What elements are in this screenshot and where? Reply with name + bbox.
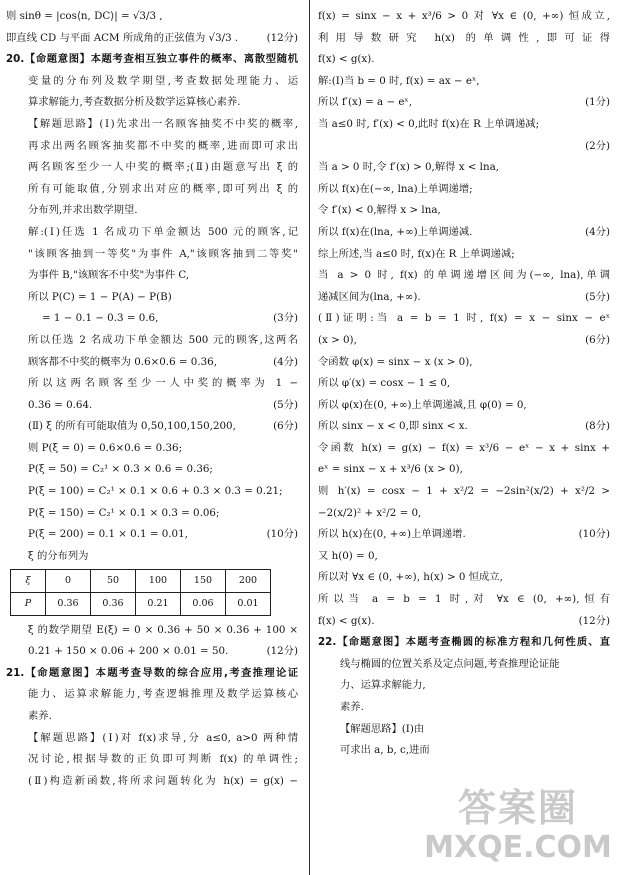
table-cell: 0	[46, 570, 91, 593]
text-line	[318, 287, 610, 309]
text-line	[318, 222, 610, 244]
text-line	[318, 654, 610, 676]
line-text: 所以 f(x)在(lna, +∞)上单调递减.	[318, 225, 473, 238]
line-text: 算求解能力,考查数据分析及数学运算核心素养.	[28, 96, 241, 109]
text-line	[6, 728, 298, 750]
text-line	[6, 244, 298, 266]
line-text: 分布列,并求出数学期望.	[28, 204, 138, 217]
line-text: 当 a > 0 时, f(x) 的单调递增区间为(−∞, lna),单调	[318, 269, 610, 282]
table-cell: 0.36	[46, 593, 91, 616]
text-line	[6, 179, 298, 201]
text-line	[318, 416, 610, 438]
line-text: 所以 h(x)在(0, +∞)上单调递增.	[318, 528, 466, 541]
text-line	[6, 352, 298, 374]
line-text: 素养.	[340, 701, 364, 713]
line-text: "该顾客抽到一等奖"为事件 A,"该顾客抽到二等奖"	[28, 247, 298, 260]
line-text: 递减区间为(lna, +∞).	[318, 290, 421, 303]
table-row	[11, 593, 271, 616]
line-text: (x > 0),	[318, 333, 357, 346]
text-line	[6, 416, 298, 438]
text-line	[318, 675, 610, 697]
text-line	[318, 438, 610, 460]
text-line	[6, 459, 298, 481]
score-mark: (2分)	[585, 139, 610, 152]
line-text: 20.【命题意图】本题考查相互独立事件的概率、离散型随机	[6, 53, 298, 66]
text-line	[6, 222, 298, 244]
table-cell: P	[11, 593, 46, 616]
column-divider	[309, 0, 310, 875]
text-line	[6, 6, 298, 28]
text-line	[6, 114, 298, 136]
score-mark: (3分)	[273, 312, 298, 325]
score-mark: (12分)	[266, 645, 298, 658]
text-line	[6, 265, 298, 287]
line-text: = 1 − 0.1 − 0.3 = 0.6,	[42, 312, 159, 325]
line-text: 0.21 + 150 × 0.06 + 200 × 0.01 = 50.	[28, 645, 229, 658]
score-mark: (10分)	[578, 528, 610, 541]
line-text: 所以 sinx − x < 0,即 sinx < x.	[318, 420, 468, 433]
watermark-cn: 答案圈	[457, 786, 578, 830]
text-line	[318, 114, 610, 136]
line-text: P(ξ = 100) = C₂¹ × 0.1 × 0.6 + 0.3 × 0.3 = 0.21;	[28, 485, 283, 498]
score-mark: (4分)	[273, 355, 298, 368]
watermark-en: MXQE.COM	[424, 830, 612, 865]
line-text: 再求出两名顾客抽奖都不中奖的概率,进而即可求出	[28, 139, 298, 152]
line-text: 所以 φ′(x) = cosx − 1 ≤ 0,	[318, 377, 451, 390]
line-text: 又 h(0) = 0,	[318, 549, 378, 562]
line-text: 所有可能取值,分别求出对应的概率,即可列出 ξ 的	[28, 182, 298, 195]
text-line	[6, 157, 298, 179]
line-text: 21.【命题意图】本题考查导数的综合应用,考查推理论证	[6, 666, 298, 679]
score-mark: (12分)	[578, 614, 610, 627]
line-text: 令函数 h(x) = g(x) − f(x) = x³/6 − eˣ − x + sinx +	[318, 441, 610, 454]
line-text: 变量的分布列及数学期望,考查数据处理能力、运	[28, 74, 298, 87]
text-line	[318, 330, 610, 352]
table-cell: 150	[181, 570, 226, 593]
line-text: eˣ = sinx − x + x³/6 (x > 0),	[318, 463, 463, 476]
text-line	[318, 611, 610, 633]
table-cell: 0.01	[226, 593, 271, 616]
text-line	[318, 136, 610, 158]
line-text: 可求出 a, b, c,进而	[340, 744, 430, 757]
table-cell: 50	[91, 570, 136, 593]
table-cell: 0.06	[181, 593, 226, 616]
text-line	[318, 28, 610, 50]
question-heading	[6, 663, 298, 685]
text-line	[6, 524, 298, 546]
line-text: 所以 f′(x) = a − eˣ,	[318, 96, 413, 109]
line-text: 令 f′(x) < 0,解得 x > lna,	[318, 204, 441, 217]
line-text: (Ⅱ)证明:当 a = b = 1 时, f(x) = x − sinx − eˣ	[318, 312, 610, 325]
score-mark: (6分)	[585, 333, 610, 346]
line-text: 0.36 = 0.64.	[28, 398, 93, 411]
text-line	[318, 71, 610, 93]
watermark-logo	[424, 785, 612, 871]
left-column	[6, 6, 298, 792]
distribution-table	[10, 569, 271, 615]
line-text: 能力、运算求解能力,考查逻辑推理及数学运算核心	[28, 688, 298, 701]
line-text: 所以 P(C) = 1 − P(A) − P(B)	[28, 290, 172, 303]
text-line	[318, 503, 610, 525]
line-text: 所以 f(x)在(−∞, lna)上单调递增;	[318, 182, 473, 195]
question-heading	[318, 632, 610, 654]
line-text: (Ⅱ)构造新函数,将所求问题转化为 h(x) = g(x) −	[28, 774, 298, 787]
table-cell: 200	[226, 570, 271, 593]
text-line	[318, 308, 610, 330]
line-text: 【解题思路】(Ⅰ)对 f(x)求导,分 a≤0, a>0 两种情	[28, 731, 298, 744]
score-mark: (5分)	[585, 290, 610, 303]
text-line	[318, 524, 610, 546]
line-text: P(ξ = 150) = C₂¹ × 0.1 × 0.3 = 0.06;	[28, 506, 220, 519]
text-line	[318, 395, 610, 417]
line-text: 综上所述,当 a≤0 时, f(x)在 R 上单调递减;	[318, 247, 515, 260]
text-line	[318, 740, 610, 762]
text-line	[6, 771, 298, 793]
line-text: 为事件 B,"该顾客不中奖"为事件 C,	[28, 269, 190, 282]
line-text: 两名顾客至少一人中奖的概率;(Ⅱ)由题意写出 ξ 的	[28, 161, 298, 174]
table-cell: 0.21	[136, 593, 181, 616]
text-line	[6, 620, 298, 642]
table-cell: 0.36	[91, 593, 136, 616]
text-line	[6, 503, 298, 525]
text-line	[318, 481, 610, 503]
text-line	[6, 684, 298, 706]
text-line	[318, 719, 610, 741]
text-line	[318, 697, 610, 719]
score-mark: (10分)	[266, 528, 298, 541]
line-text: 所以任选 2 名成功下单金额达 500 元的顾客,这两名	[28, 333, 298, 346]
line-text: 所以对 ∀x ∈ (0, +∞), h(x) > 0 恒成立,	[318, 571, 503, 584]
line-text: 所以 φ(x)在(0, +∞)上单调递减,且 φ(0) = 0,	[318, 398, 527, 411]
text-line	[6, 706, 298, 728]
score-mark: (4分)	[585, 225, 610, 238]
line-text: 则 sinθ = |cos⟨n, DC⟩| = √3/3 ,	[6, 10, 163, 22]
text-line	[318, 265, 610, 287]
score-mark: (12分)	[266, 31, 298, 44]
line-text: 当 a > 0 时,令 f′(x) > 0,解得 x < lna,	[318, 161, 500, 174]
score-mark: (5分)	[273, 398, 298, 411]
line-text: 线与椭圆的位置关系及定点问题,考查推理论证能	[340, 657, 560, 670]
line-text: 况讨论,根据导数的正负即可判断 f(x) 的单调性;	[28, 753, 298, 766]
line-text: P(ξ = 200) = 0.1 × 0.1 = 0.01,	[28, 528, 188, 541]
line-text: 解:(Ⅰ)任选 1 名成功下单金额达 500 元的顾客,记	[28, 225, 298, 238]
line-text: 即直线 CD 与平面 ACM 所成角的正弦值为 √3/3 .	[6, 31, 239, 44]
text-line	[318, 244, 610, 266]
text-line	[6, 92, 298, 114]
text-line	[318, 546, 610, 568]
line-text: 【解题思路】(Ⅰ)由	[340, 722, 425, 735]
line-text: (Ⅱ) ξ 的所有可能取值为 0,50,100,150,200,	[28, 420, 236, 433]
line-text: 顾客都不中奖的概率为 0.6×0.6 = 0.36,	[28, 355, 217, 368]
text-line	[318, 567, 610, 589]
text-line	[318, 157, 610, 179]
line-text: f(x) < g(x).	[318, 614, 375, 627]
line-text: ξ 的分布列为	[28, 549, 89, 562]
text-line	[318, 6, 610, 28]
score-mark: (8分)	[585, 420, 610, 433]
line-text: 22.【命题意图】本题考查椭圆的标准方程和几何性质、直	[318, 636, 610, 649]
text-line	[6, 749, 298, 771]
text-line	[6, 438, 298, 460]
line-text: f(x) = sinx − x + x³/6 > 0 对 ∀x ∈ (0, +∞) 恒成立,	[318, 10, 610, 22]
line-text: P(ξ = 50) = C₂¹ × 0.3 × 0.6 = 0.36;	[28, 463, 213, 476]
line-text: 素养.	[28, 710, 52, 722]
score-mark: (6分)	[273, 420, 298, 433]
line-text: 利用导数研究 h(x) 的单调性,即可证得	[318, 31, 610, 44]
text-line	[318, 92, 610, 114]
text-line	[6, 373, 298, 395]
text-line	[318, 352, 610, 374]
line-text: f(x) < g(x).	[318, 53, 375, 66]
text-line	[318, 459, 610, 481]
text-line	[6, 308, 298, 330]
text-line	[6, 546, 298, 568]
text-line	[6, 481, 298, 503]
table-cell: ξ	[11, 570, 46, 593]
text-line	[318, 200, 610, 222]
text-line	[318, 589, 610, 611]
line-text: 令函数 φ(x) = sinx − x (x > 0),	[318, 355, 473, 368]
line-text: 则 h′(x) = cosx − 1 + x²/2 = −2sin²(x/2) + x²/2 >	[318, 485, 610, 498]
question-heading	[6, 49, 298, 71]
line-text: 则 P(ξ = 0) = 0.6×0.6 = 0.36;	[28, 441, 183, 454]
score-mark: (1分)	[585, 96, 610, 109]
line-text: 当 a≤0 时, f′(x) < 0,此时 f(x)在 R 上单调递减;	[318, 117, 540, 130]
table-row	[11, 570, 271, 593]
text-line	[6, 287, 298, 309]
right-column	[318, 6, 610, 762]
text-line	[318, 179, 610, 201]
table-cell: 100	[136, 570, 181, 593]
text-line	[6, 330, 298, 352]
line-text: 解:(Ⅰ)当 b = 0 时, f(x) = ax − eˣ,	[318, 74, 480, 87]
text-line	[6, 136, 298, 158]
text-line	[318, 49, 610, 71]
text-line	[6, 641, 298, 663]
text-line	[6, 200, 298, 222]
text-line	[6, 395, 298, 417]
text-line	[6, 28, 298, 50]
text-line	[318, 373, 610, 395]
line-text: 力、运算求解能力,	[340, 679, 426, 692]
line-text: −2(x/2)² + x²/2 = 0,	[318, 506, 422, 519]
line-text: 所以这两名顾客至少一人中奖的概率为 1 −	[28, 377, 298, 390]
line-text: 所以当 a = b = 1 时,对 ∀x ∈ (0, +∞),恒有	[318, 593, 610, 606]
line-text: ξ 的数学期望 E(ξ) = 0 × 0.36 + 50 × 0.36 + 100 ×	[28, 623, 298, 636]
line-text: 【解题思路】(Ⅰ)先求出一名顾客抽奖不中奖的概率,	[28, 117, 298, 130]
text-line	[6, 71, 298, 93]
